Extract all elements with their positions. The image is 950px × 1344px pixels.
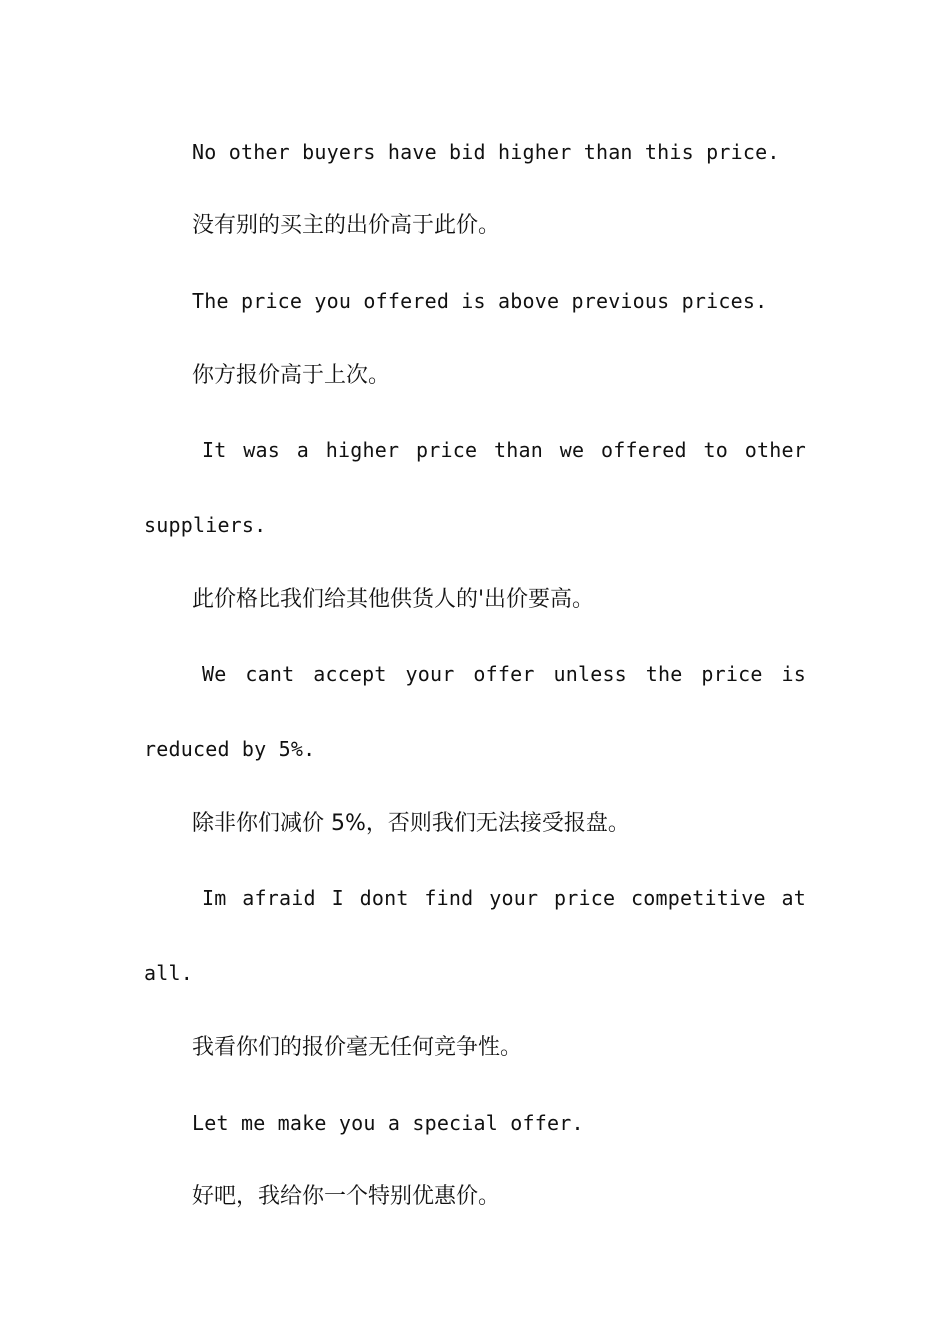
text-line-8: We cant accept your offer unless the price is [202, 662, 806, 686]
text-line-11: Im afraid I dont find your price competitive at [202, 886, 806, 910]
text-line-5: It was a higher price than we offered to other [202, 438, 806, 462]
text-line-2: 没有别的买主的出价高于此价。 [192, 213, 501, 238]
text-line-6: suppliers. [144, 513, 267, 537]
text-line-12: all. [144, 961, 193, 985]
text-line-1: No other buyers have bid higher than this price. [192, 140, 780, 164]
text-line-10: 除非你们减价 5%，否则我们无法接受报盘。 [192, 811, 630, 836]
text-line-15: 好吧，我给你一个特别优惠价。 [192, 1184, 501, 1209]
text-line-9: reduced by 5%. [144, 737, 316, 761]
text-line-3: The price you offered is above previous prices. [192, 289, 768, 313]
text-line-7: 此价格比我们给其他供货人的'出价要高。 [192, 587, 595, 612]
text-line-14: Let me make you a special offer. [192, 1111, 584, 1135]
text-line-13: 我看你们的报价毫无任何竞争性。 [192, 1035, 523, 1060]
text-line-4: 你方报价高于上次。 [192, 363, 391, 388]
